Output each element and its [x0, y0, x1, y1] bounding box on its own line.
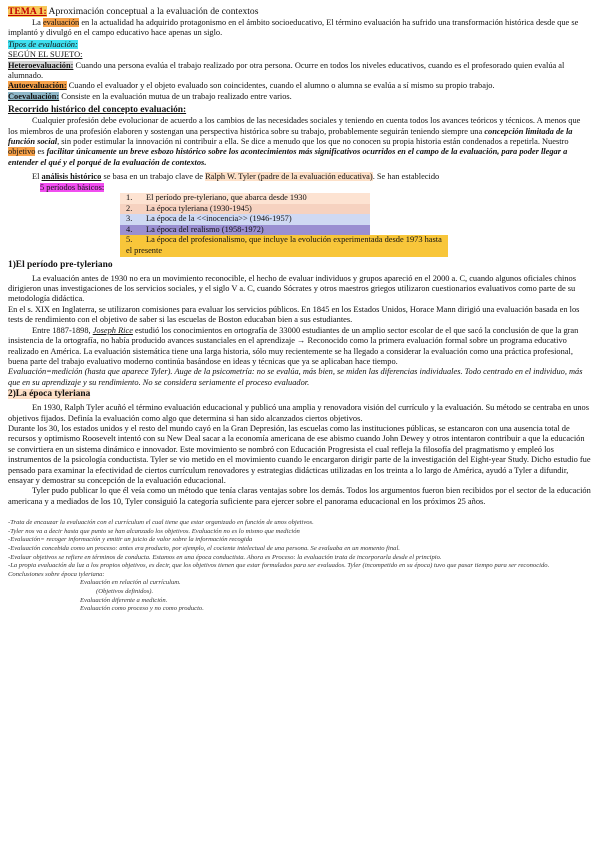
period-item: 4. La época del realismo (1958-1972): [120, 225, 370, 236]
note-line: -La propia evaluación da luz a los propios objetivos, es decir, que los objetivos tienen que estar formulados para ser evaluados. Tyler (incompetido en su época) tuvo que pasar tiempo para ser reconocido.: [8, 562, 550, 570]
notes-block: [8, 519, 592, 614]
note-line: -Evaluar objetivos se refiere en términos de conducta. Estamos en una época conductista. Ahora es Proceso: la evaluación trata de incorporarla desde el principio.: [8, 553, 442, 561]
section1-paragraph: La evaluación antes de 1930 no era un movimiento reconocible, el hecho de evaluar individuos y grupos apareció en el 2000 a. C, cuando algunos oficiales chinos dirigieron unas investigaciones de los servicios sociales, y el siglo V a. C, cuando Sócrates y otros maestros griegos utilizaron cuestionarios evaluativos como parte de su metodología didáctica.: [8, 273, 576, 304]
period-item: 1. El período pre-tyleriano, que abarca desde 1930: [120, 193, 370, 204]
periods-list: [120, 193, 442, 257]
period-item: 3. La época de la <<inocencia>> (1946-1957): [120, 214, 370, 225]
topic-title: Aproximación conceptual a la evaluación de contextos: [48, 6, 259, 17]
section2-heading: 2)La época tyleriana: [8, 389, 91, 400]
note-line: Conclusiones sobre época tyleriana:: [8, 570, 105, 578]
section2-paragraph: Tyler pudo publicar lo que él veía como un método que tenía claras ventajas sobre los demás. Todos los argumentos fueron bien recibidos por el sector de la educación americana y a mediados de los 10, Tyler consiguió la categoría suficiente para ejercer sobre el panorama educacional en los próximos 25 años.: [8, 486, 591, 506]
period-item: 2. La época tyleriana (1930-1945): [120, 204, 370, 215]
conclusion-line: Evaluación como proceso y no como producto.: [80, 605, 204, 613]
topic-tag: TEMA 1:: [8, 6, 47, 17]
note-line: -Trata de encauzar la evaluación con el currículum el cual tiene que estar organizado en función de unos objetivos.: [8, 519, 314, 527]
note-line: -Tyler nos va a decir hasta que punto se han alcanzado los objetivos. Evaluación no es lo mismo que medición: [8, 527, 300, 535]
objetivo-highlight: objetivo: [8, 147, 36, 157]
section1-paragraph: Entre 1887-1898, Joseph Rice estudió los conocimientos en ortografía de 33000 estudiantes de un amplio sector escolar de el que sacó la conclusión de que la gran insistencia de la ortografía, no había producido avances sustanciales en el aprendizaje → Reconocido como la primera evaluación formal sobre un programa educativo realizado en América. La evaluación sistemática tiene una larga historia, sólo muy recientemente se ha llegado a considerar la evaluación como una práctica profesional, buena parte del trabajo evaluativo moderno continúa basándose en ideas y técnicas que ya se aplicaban hace tiempo.: [8, 325, 579, 366]
history-paragraph: Cualquier profesión debe evolucionar de acuerdo a los cambios de las necesidades sociales y teniendo en cuenta todos los avances teóricos y técnicos. A menos que los miembros de una profesión elaboren y sostengan una perspectiva histórica sobre su trabajo, probablemente seguirán teniendo siempre una concepción limitada de la función social, sin poder estimular la innovación ni contribuir a ella. Se dice a menudo que los que no conocen su propia historia están condenados a repetirla. Nuestro objetivo es facilitar únicamente un breve esbozo histórico sobre los acontecimientos más significativos ocurridos en el campo de la evaluación, para poder llegar a entender el qué y el porqué de la evaluación de contextos.: [8, 116, 581, 167]
period-item: 5. La época del profesionalismo, que incluye la evolución experimentada desde 1973 hasta el presente: [120, 235, 448, 256]
analysis-paragraph: El análisis histórico se basa en un trabajo clave de Ralph W. Tyler (padre de la evaluación educativa). Se han establecido: [32, 172, 440, 182]
section2-paragraph: En 1930, Ralph Tyler acuñó el término evaluación educacional y publicó una amplia y renovadora visión del currículo y la evaluación. Su método se centraba en unos objetivos fijados. Definía la evaluación como algo que determina si han sido alcanzados ciertos objetivos.: [8, 403, 589, 423]
types-heading: Tipos de evaluación:: [8, 39, 78, 49]
co-definition: Coevaluación: Consiste en la evaluación mutua de un trabajo realizado entre varios.: [8, 91, 292, 101]
section1-summary: Evaluación=medición (hasta que aparece Tyler). Auge de la psicometría: no se evalúa, más bien, se miden las diferencias individuales. Todo centrado en el individuo, más que en su aprendizaje y su rendimiento. No se considera seriamente el proceso evaluador.: [8, 367, 583, 387]
document-title: [8, 6, 592, 18]
auto-definition: Autoevaluación: Cuando el evaluador y el objeto evaluado son coincidentes, cuando el alumno o alumna se evalúa a sí mismo su propio trabajo.: [8, 81, 495, 91]
section2-paragraph: Durante los 30, los estados unidos y el resto del mundo cayó en la Gran Depresión, las escuelas como las instituciones públicas, se estancaron con una ausencia total de recursos y optimismo Roosevelt intentó con su New Deal sacar a la economía americana de ese abismo cuando John Dewey y otros intentaron contribuir a que la educación se convirtiera en un sistema dinámico e innovador. Este movimiento se nombró con Educación Progresista el cual refleja la filosofía del pragmatismo y empleó los instrumentos de la psicología conductista. Tyler se vio metido en el movimiento cuando le encargaron dirigir parte de la investigación del Eight-year Study. Dicho estudio fue pensado para examinar la efectividad de ciertos currículum renovadores y estrategias didácticas utilizadas en los treinta a lo largo de América, ayudó a Tyler a difundir, ensayar y demostrar su concepción de la evaluación educacional.: [8, 423, 591, 485]
section1-heading: 1)El período pre-tyleriano: [8, 259, 113, 270]
joseph-rice-link: Joseph Rice: [92, 325, 133, 335]
intro-paragraph: La evaluación en la actualidad ha adquirido protagonismo en el ámbito socioeducativo, El término evaluación ha sufrido una transformación histórica desde que se implantó y divulgó en el campo educativo hace apenas un siglo.: [8, 18, 579, 38]
periods-label: 5 períodos básicos:: [40, 182, 105, 192]
note-line: -Evaluación concebida como un proceso: antes era producto, por ejemplo, el cociente intelectual de una persona. Se evaluaba en un momento final.: [8, 544, 400, 552]
conclusion-line: Evaluación diferente a medición.: [80, 596, 168, 604]
note-line: -Evaluación= recoger información y emitir un juicio de valor sobre la información recogida: [8, 536, 253, 544]
evaluacion-highlight: evaluación: [42, 18, 80, 27]
tyler-highlight: Ralph W. Tyler (padre de la evaluación educativa): [205, 172, 373, 182]
history-heading: Recorrido histórico del concepto evaluación:: [8, 105, 187, 116]
hetero-definition: Heteroevaluación: Cuando una persona evalúa el trabajo realizado por otra persona. Ocurre en todos los niveles educativos, cuando es el profesorado quien evalúa al alumnado.: [8, 60, 565, 81]
conclusion-line: Evaluación en relación al currículum.: [80, 579, 181, 587]
section1-paragraph: En el s. XIX en Inglaterra, se utilizaron comisiones para evaluar los servicios públicos. En 1845 en los Estados Unidos, Horace Mann dirigió una evaluación basada en los tests de rendimiento con el objetivo de saber si las escuelas de Boston educaban bien a sus estudiantes.: [8, 304, 580, 325]
conclusion-line: (Objetivos definidos).: [96, 587, 154, 595]
subject-heading: SEGÚN EL SUJETO:: [8, 50, 83, 60]
